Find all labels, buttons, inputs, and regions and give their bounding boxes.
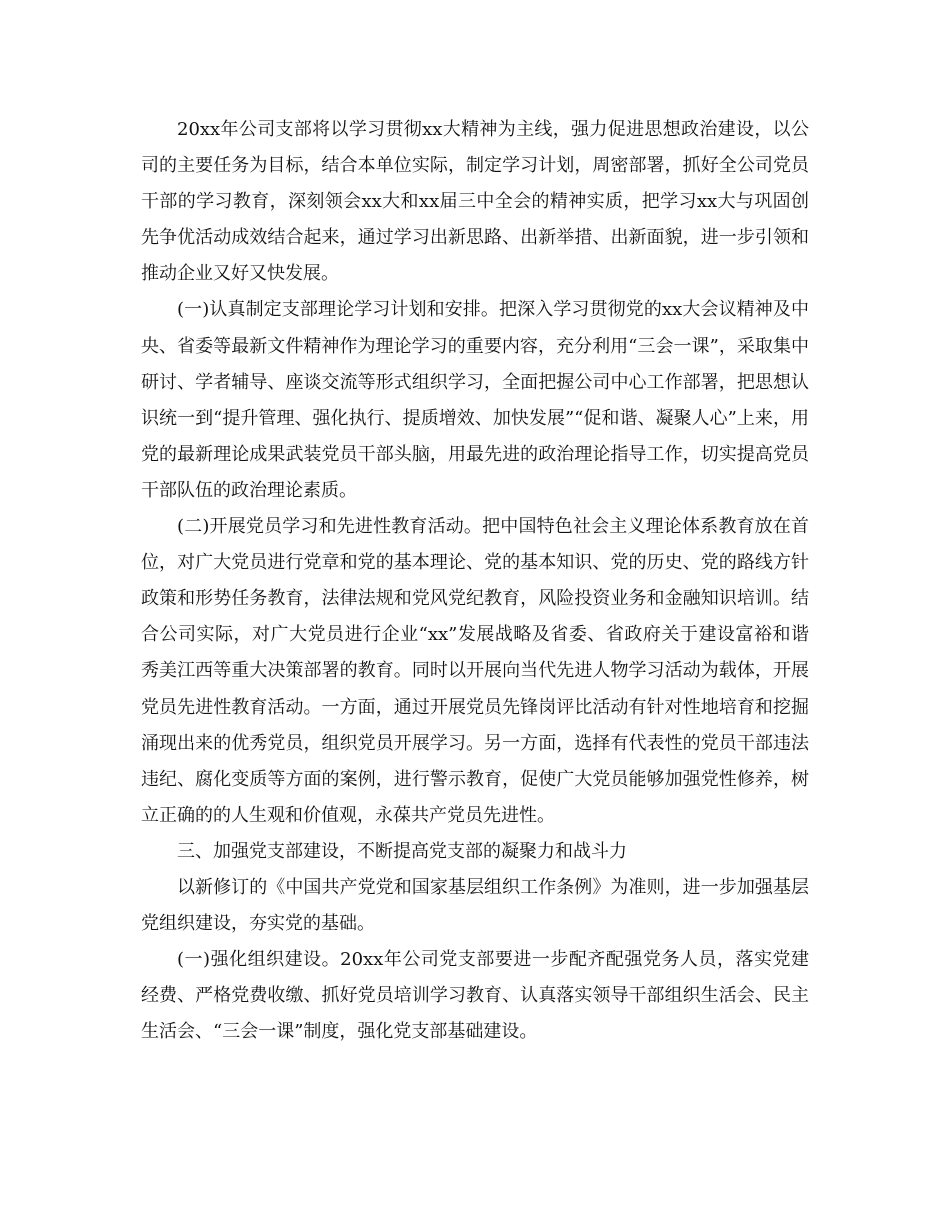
document-body — [141, 112, 809, 1050]
paragraph-organization-rules: 以新修订的《中国共产党党和国家基层组织工作条例》为准则，进一步加强基层党组织建设，夯实党的基础。 — [141, 876, 809, 935]
paragraph-organization-building: (一)强化组织建设。20xx年公司党支部要进一步配齐配强党务人员，落实党建经费、严格党费收缴、抓好党员培训学习教育、认真落实领导干部组织生活会、民主生活会、“三会一课”制度，强化党支部基础建设。 — [141, 949, 809, 1043]
paragraph-theory-study: (一)认真制定支部理论学习计划和安排。把深入学习贯彻党的xx大会议精神及中央、省委等最新文件精神作为理论学习的重要内容，充分利用“三会一课”，采取集中研讨、学者辅导、座谈交流等形式组织学习，全面把握公司中心工作部署，把思想认识统一到“提升管理、强化执行、提质增效、加快发展”“促和谐、凝聚人心”上来，用党的最新理论成果武装党员干部头脑，用最先进的政治理论指导工作，切实提高党员干部队伍的政治理论素质。 — [141, 299, 809, 501]
paragraph-member-education: (二)开展党员学习和先进性教育活动。把中国特色社会主义理论体系教育放在首位，对广大党员进行党章和党的基本理论、党的基本知识、党的历史、党的路线方针政策和形势任务教育，法律法规和党风党纪教育，风险投资业务和金融知识培训。结合公司实际，对广大党员进行企业“xx”发展战略及省委、省政府关于建设富裕和谐秀美江西等重大决策部署的教育。同时以开展向当代先进人物学习活动为载体，开展党员先进性教育活动。一方面，通过开展党员先锋岗评比活动有针对性地培育和挖掘涌现出来的优秀党员，组织党员开展学习。另一方面，选择有代表性的党员干部违法违纪、腐化变质等方面的案例，进行警示教育，促使广大党员能够加强党性修养，树立正确的的人生观和价值观，永葆共产党员先进性。 — [141, 516, 809, 826]
paragraph-intro: 20xx年公司支部将以学习贯彻xx大精神为主线，强力促进思想政治建设，以公司的主要任务为目标，结合本单位实际，制定学习计划，周密部署，抓好全公司党员干部的学习教育，深刻领会xx大和xx届三中全会的精神实质，把学习xx大与巩固创先争优活动成效结合起来，通过学习出新思路、出新举措、出新面貌，进一步引领和推动企业又好又快发展。 — [141, 119, 809, 285]
section-heading-branch-building: 三、加强党支部建设，不断提高党支部的凝聚力和战斗力 — [177, 840, 627, 862]
